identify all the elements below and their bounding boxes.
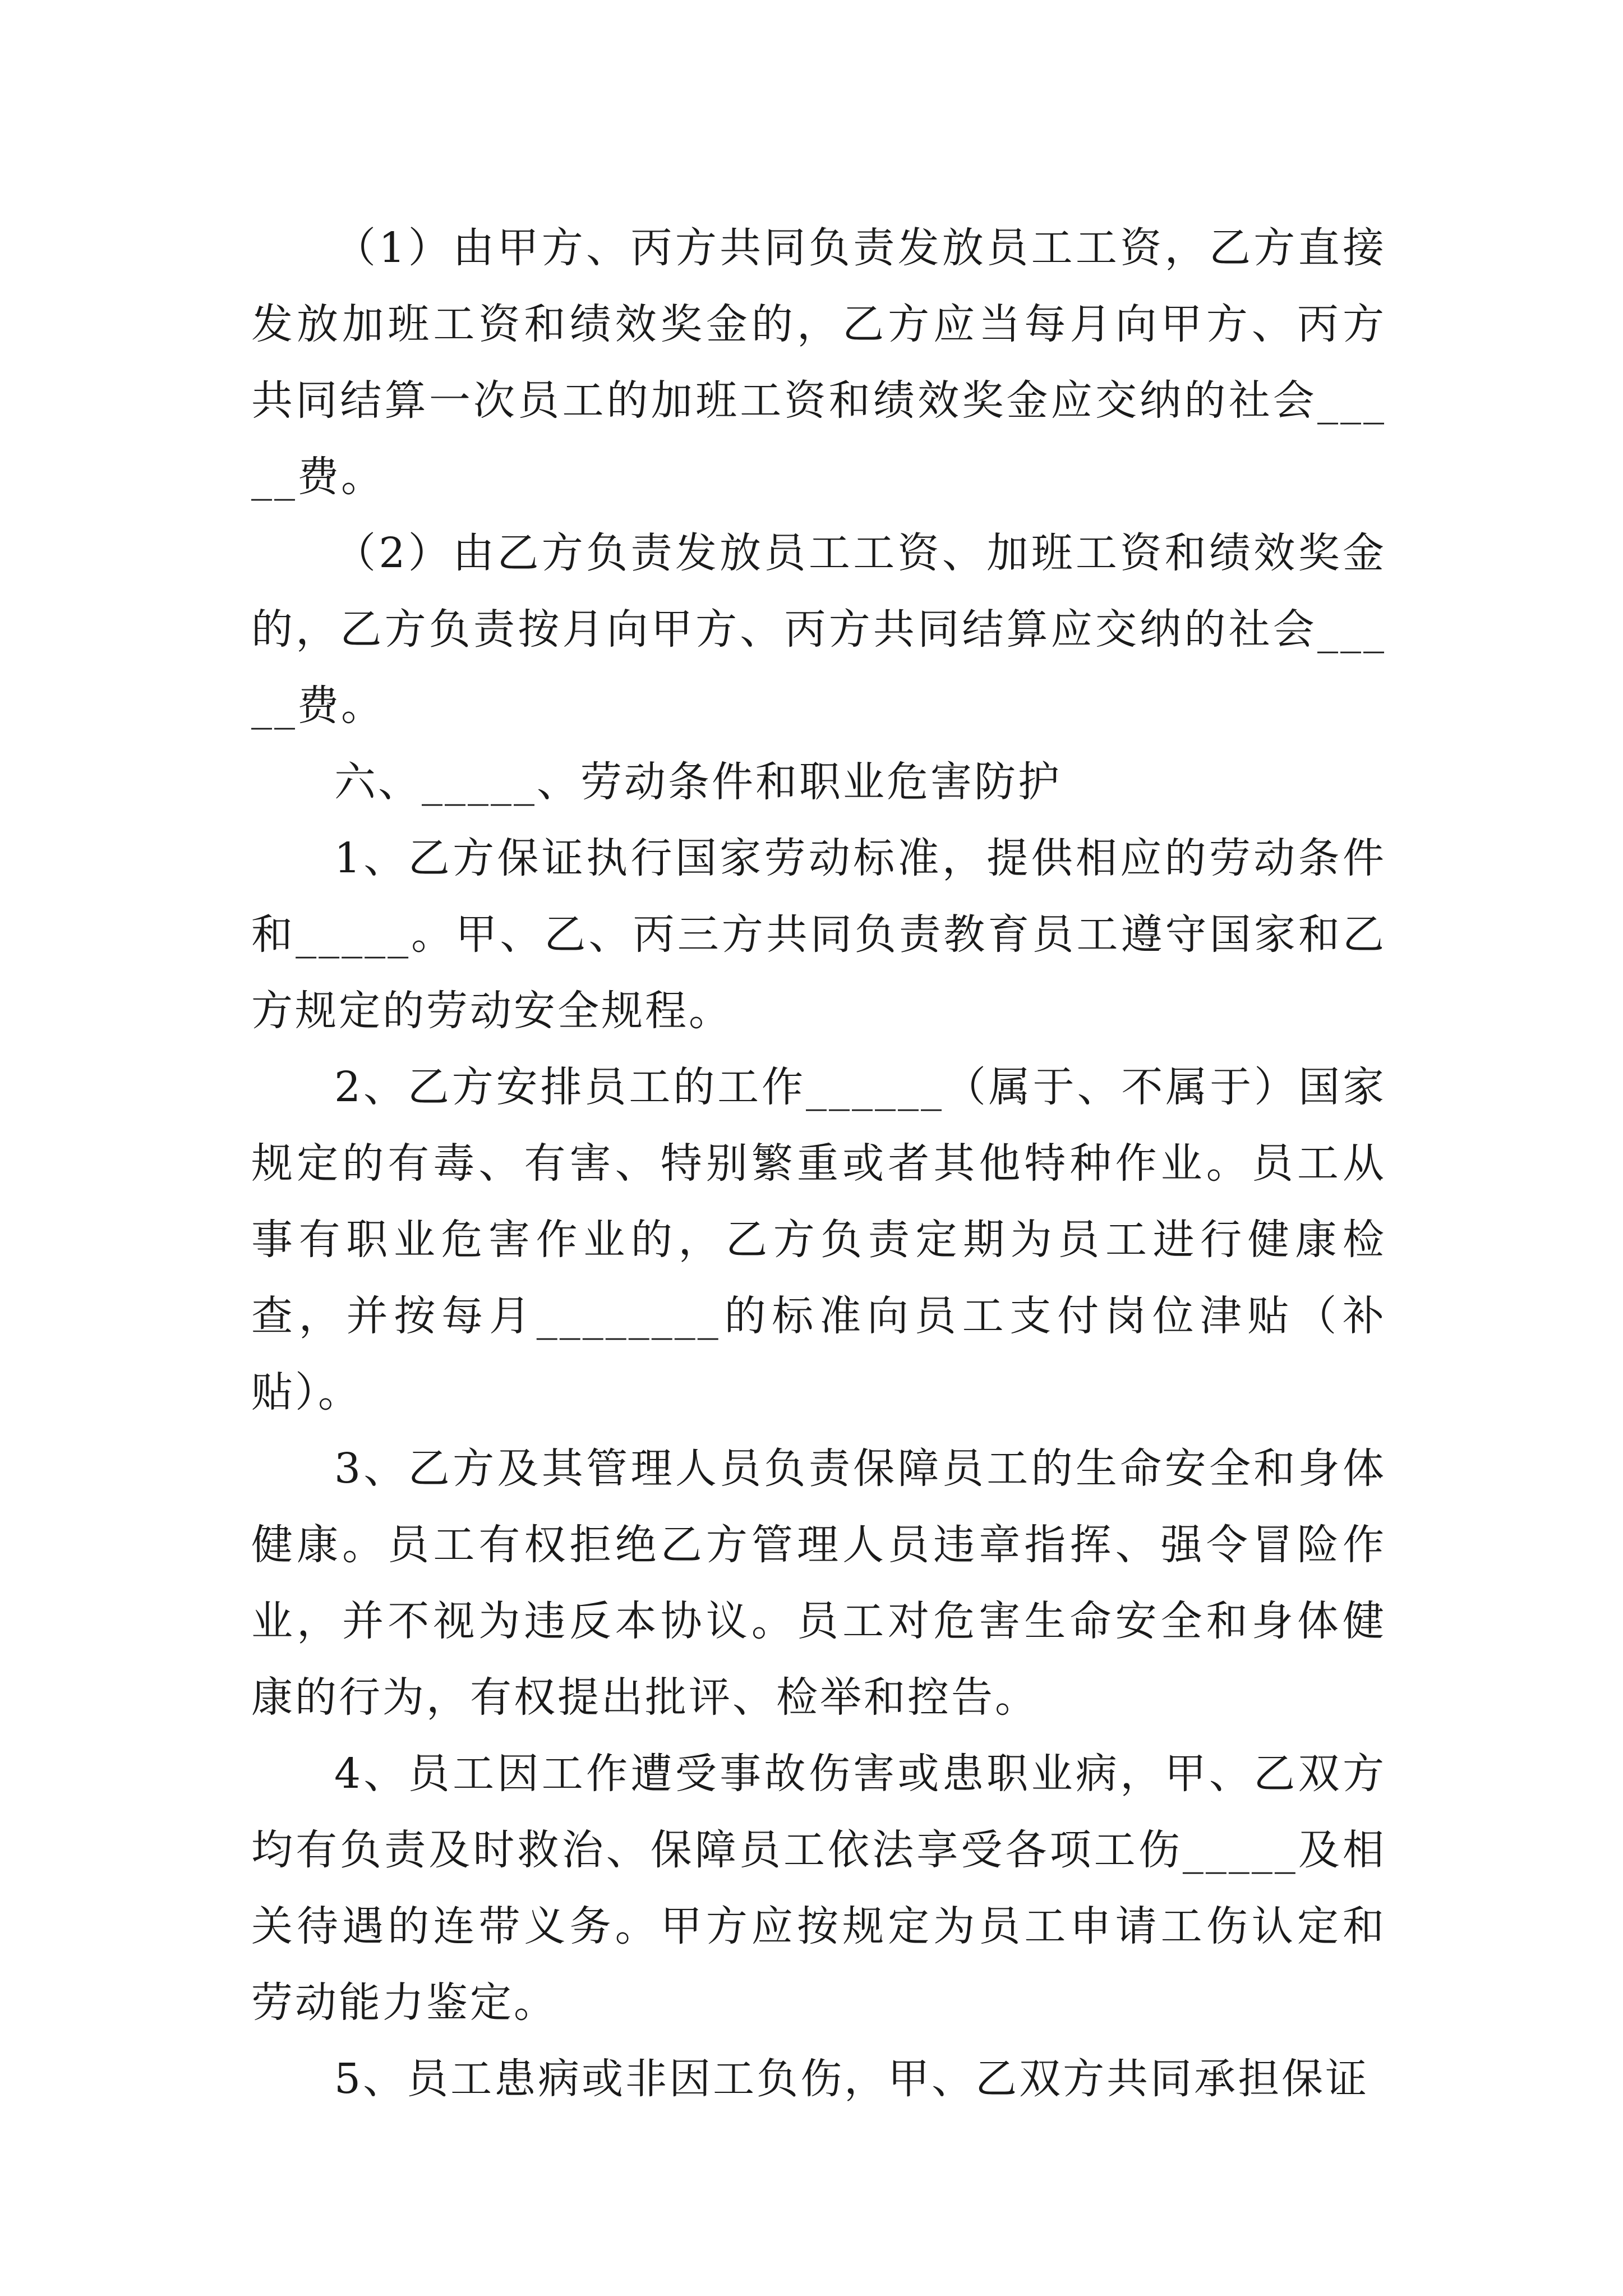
- paragraph-payment-clause-1: （1）由甲方、丙方共同负责发放员工工资，乙方直接发放加班工资和绩效奖金的，乙方应当每月向甲方、丙方共同结算一次员工的加班工资和绩效奖金应交纳的社会_____费。: [251, 224, 1386, 501]
- paragraph-item-3: 3、乙方及其管理人员负责保障员工的生命安全和身体健康。员工有权拒绝乙方管理人员违章指挥、强令冒险作业，并不视为违反本协议。员工对危害生命安全和身体健康的行为，有权提出批评、检举和控告。: [251, 1444, 1386, 1722]
- document-body: [251, 210, 1386, 2117]
- paragraph-item-1: 1、乙方保证执行国家劳动标准，提供相应的劳动条件和_____。甲、乙、丙三方共同负责教育员工遵守国家和乙方规定的劳动安全规程。: [251, 834, 1386, 1035]
- section-heading-six: 六、_____、劳动条件和职业危害防护: [334, 758, 1062, 806]
- paragraph-payment-clause-2: （2）由乙方负责发放员工工资、加班工资和绩效奖金的，乙方负责按月向甲方、丙方共同结算应交纳的社会_____费。: [251, 529, 1386, 730]
- paragraph-item-5: 5、员工患病或非因工负伤，甲、乙双方共同承担保证: [334, 2055, 1370, 2103]
- paragraph-item-4: 4、员工因工作遭受事故伤害或患职业病，甲、乙双方均有负责及时救治、保障员工依法享受各项工伤_____及相关待遇的连带义务。甲方应按规定为员工申请工伤认定和劳动能力鉴定。: [251, 1750, 1386, 2027]
- paragraph-item-2: 2、乙方安排员工的工作______（属于、不属于）国家规定的有毒、有害、特别繁重或者其他特种作业。员工从事有职业危害作业的，乙方负责定期为员工进行健康检查，并按每月________的标准向员工支付岗位津贴（补贴）。: [251, 1063, 1386, 1416]
